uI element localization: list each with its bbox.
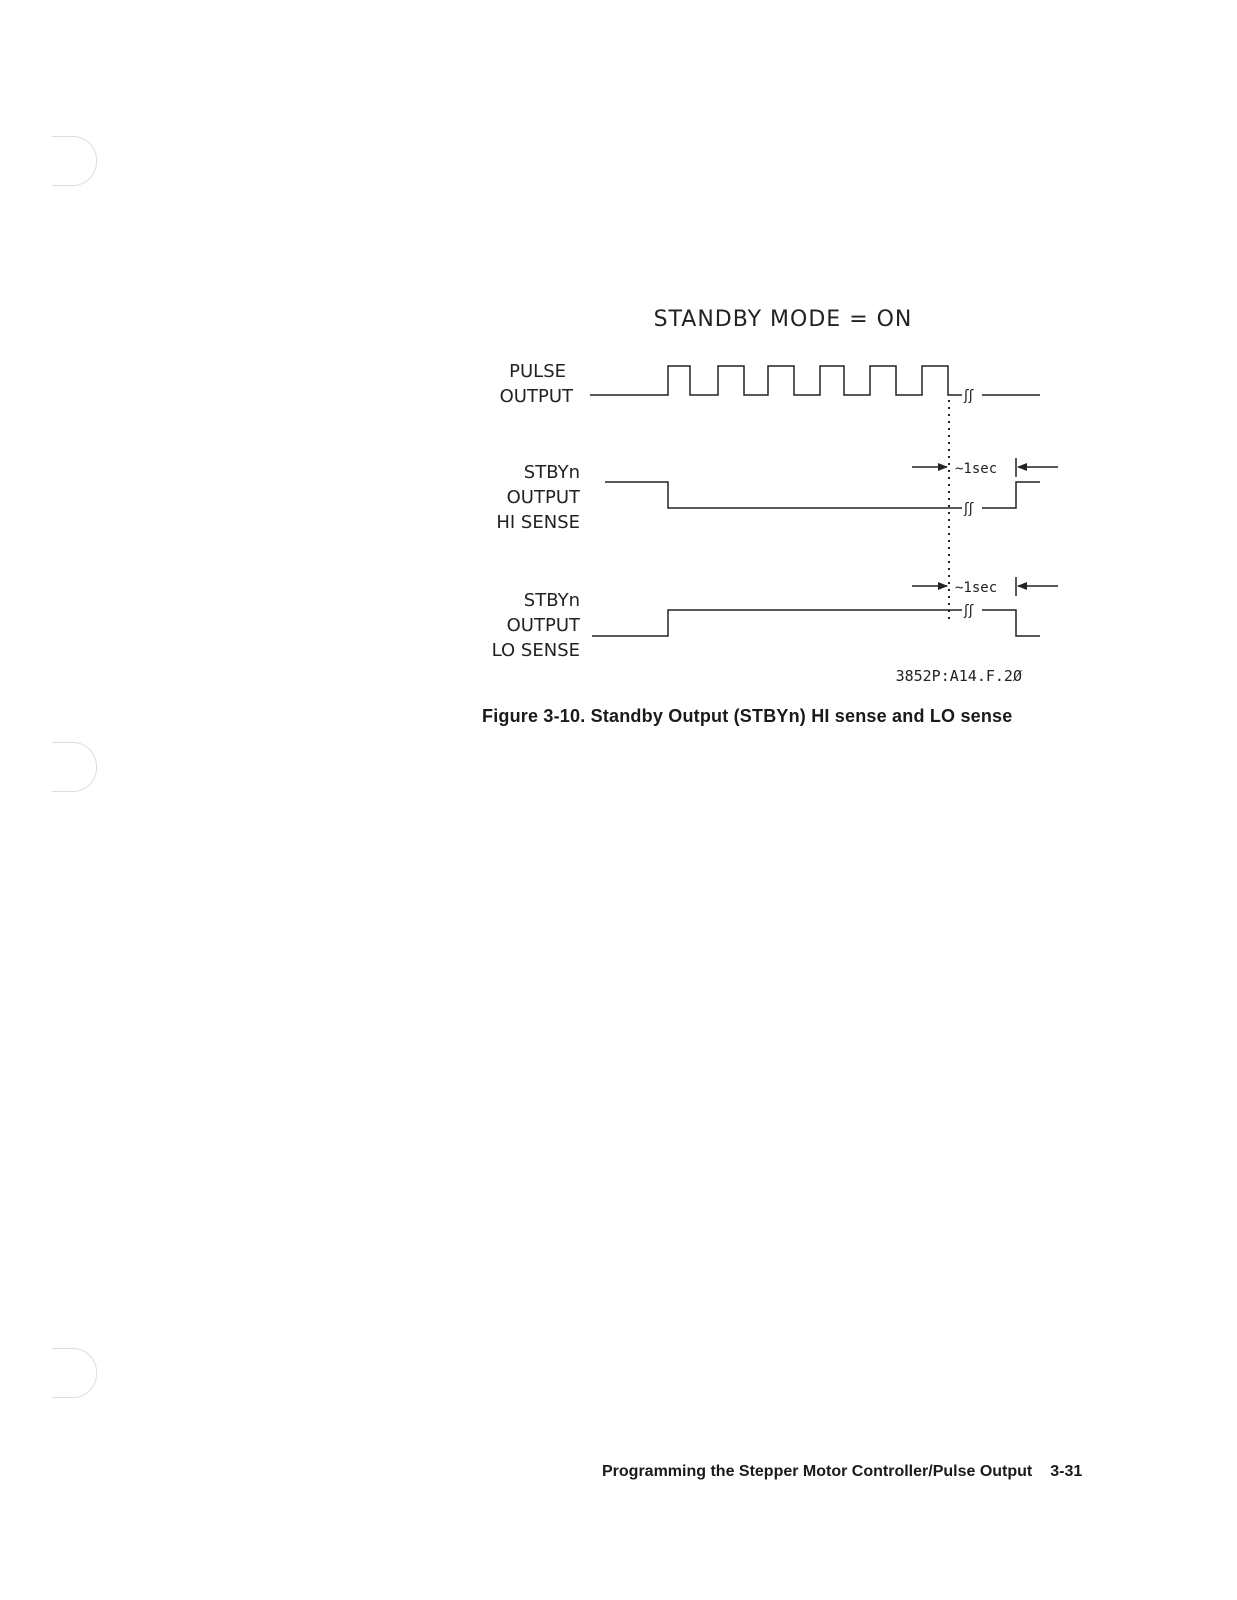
page-number: 3-31 [1050, 1463, 1083, 1480]
binder-hole-bottom [52, 1348, 97, 1398]
break-symbol-pulse: ʃʃ [964, 388, 974, 404]
diagram-title: STANDBY MODE = ON [653, 307, 913, 332]
signal-label-lo-line3: LO SENSE [491, 640, 580, 661]
signal-label-lo-line1: STBYn [523, 590, 580, 611]
signal-label-lo-line2: OUTPUT [506, 615, 580, 636]
signal-label-hi-line1: STBYn [523, 462, 580, 483]
page-footer [602, 1463, 1082, 1481]
stby-hi-waveform-tail [982, 482, 1040, 508]
footer-title: Programming the Stepper Motor Controller/Pulse Output [602, 1463, 1033, 1480]
figure-code: 3852P:A14.F.2Ø [895, 667, 1022, 685]
signal-label-pulse-line1: PULSE [509, 361, 566, 382]
signal-label-hi-line2: OUTPUT [506, 487, 580, 508]
stby-lo-waveform [592, 610, 962, 636]
timing-label-lo: ~1sec [955, 580, 998, 596]
signal-label-pulse-line2: OUTPUT [499, 386, 573, 407]
figure-caption: Figure 3-10. Standby Output (STBYn) HI sense and LO sense [482, 706, 1013, 726]
signal-label-hi-line3: HI SENSE [496, 512, 580, 533]
binder-hole-middle [52, 742, 97, 792]
stby-hi-waveform [605, 482, 962, 508]
timing-diagram [0, 0, 1237, 700]
break-symbol-hi: ʃʃ [964, 501, 974, 517]
stby-lo-waveform-tail [982, 610, 1040, 636]
break-symbol-lo: ʃʃ [964, 603, 974, 619]
pulse-waveform [590, 366, 962, 395]
timing-label-hi: ~1sec [955, 461, 998, 477]
